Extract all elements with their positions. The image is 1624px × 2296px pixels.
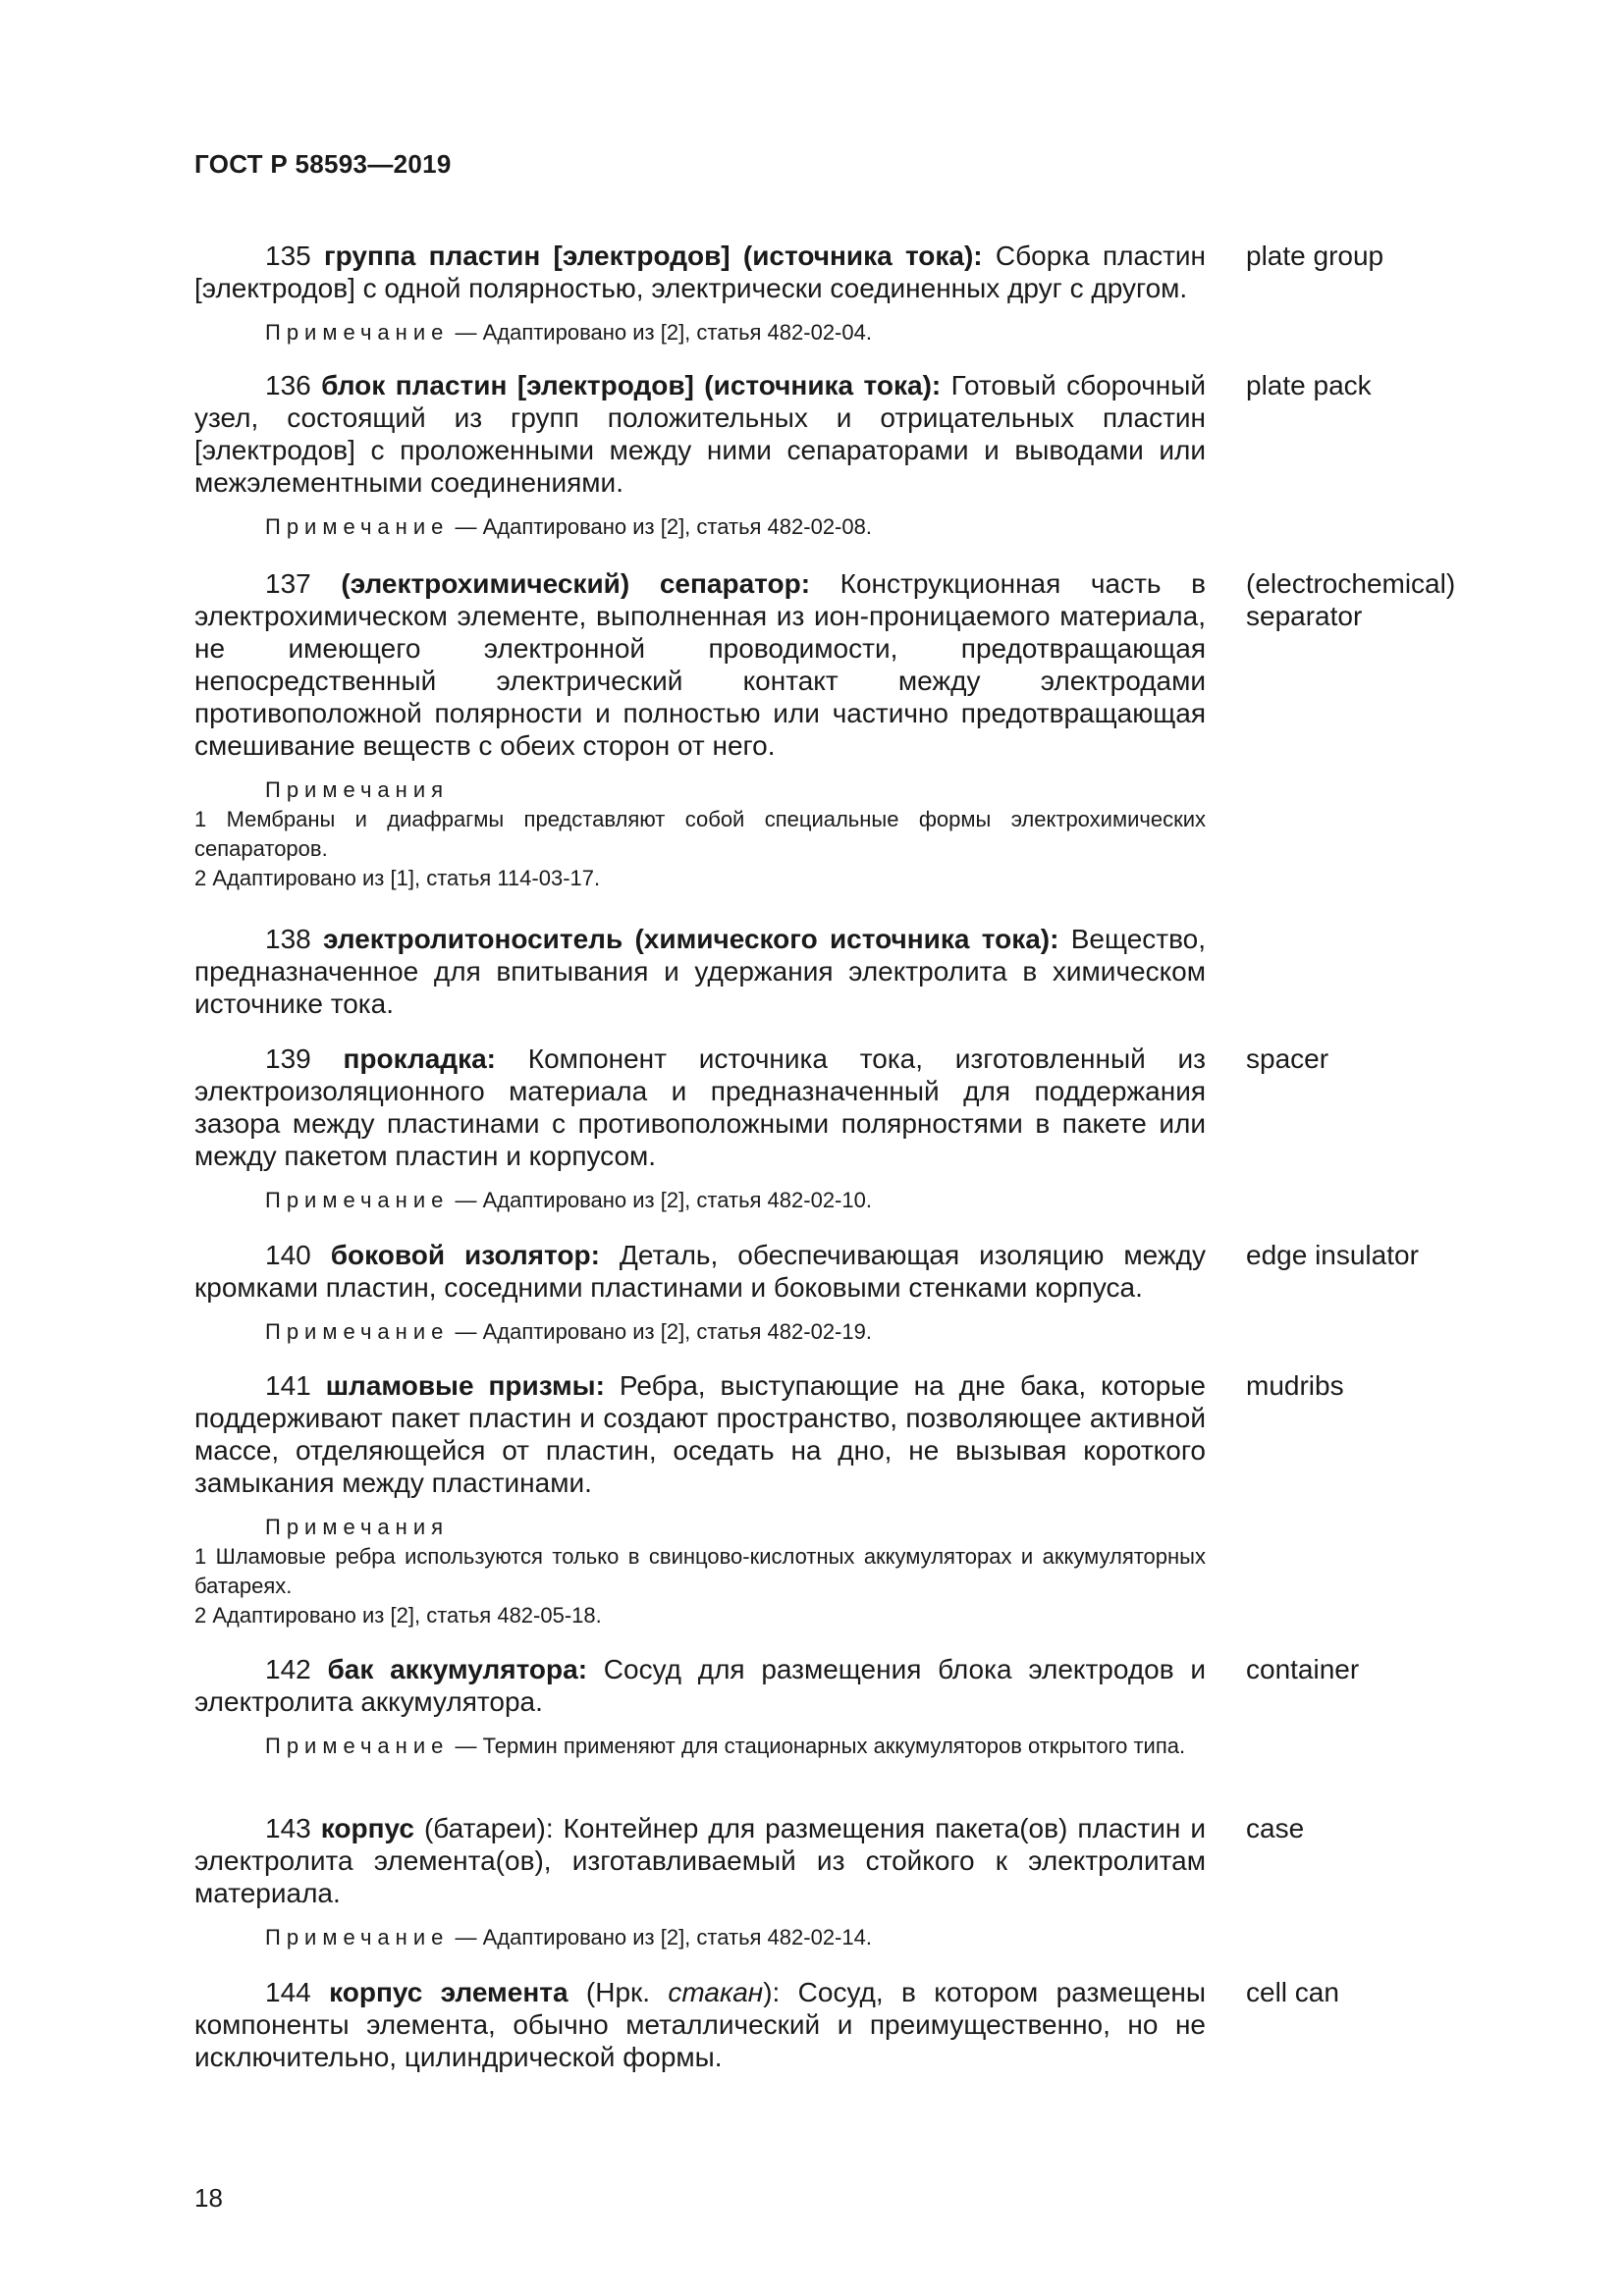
term-entry [194, 1239, 1589, 1347]
term-definition [194, 1369, 1206, 1499]
term-number: 135 [265, 240, 311, 271]
term-title: корпус [320, 1813, 414, 1843]
term-note: Примечание — Адаптировано из [2], статья 482-02-10. [265, 1188, 872, 1212]
term-note: 1 Мембраны и диафрагмы представляют собой специальные формы электрохимических сепараторов. [194, 807, 1206, 861]
term-title: боковой изолятор: [330, 1240, 600, 1270]
term-definition [194, 369, 1206, 499]
term-note: Примечание — Адаптировано из [2], статья 482-02-04. [265, 320, 872, 345]
english-term: spacer [1246, 1043, 1329, 1074]
term-entry [194, 923, 1589, 1020]
document-header: ГОСТ Р 58593—2019 [194, 149, 452, 179]
term-body: Ребра, выступающие на дне бака, которые поддерживают пакет пластин и создают пространство, позволяющее активной массе, отделяющейся от пластин, оседать на дно, не вызывая короткого замыкания между пластинами. [194, 1370, 1206, 1498]
term-entry [194, 369, 1589, 542]
term-body: Конструкционная часть в электрохимическом элементе, выполненная из ион-проницаемого материала, не имеющего электронной проводимости, предотвращающая непосредственный электрический контакт между электродами противоположной полярности и полностью или частично предотвращающая смешивание веществ с обеих сторон от него. [194, 568, 1207, 761]
term-entry [194, 567, 1589, 893]
term-entry [194, 1653, 1589, 1761]
term-definition [194, 240, 1206, 304]
term-number: 144 [265, 1977, 311, 2007]
term-body: Сосуд для размещения блока электродов и электролита аккумулятора. [194, 1654, 1206, 1717]
term-body: Сборка пластин [электродов] с одной полярностью, электрически соединенных друг с другом. [194, 240, 1206, 303]
term-title: (электрохимический) сепаратор: [341, 568, 811, 599]
term-body: Готовый сборочный узел, состоящий из групп положительных и отрицательных пластин [электродов] с проложенными между ними сепараторами и выводами или межэлементными соединениями. [194, 370, 1207, 498]
term-definition [194, 567, 1206, 762]
term-body: ): Сосуд, в котором размещены компоненты элемента, обычно металлический и преимущественно, но не исключительно, цилиндрической формы. [194, 1977, 1207, 2072]
term-definition [194, 1042, 1206, 1172]
term-number: 139 [265, 1043, 311, 1074]
english-term: plate pack [1246, 370, 1372, 400]
term-title: корпус элемента [329, 1977, 568, 2007]
english-term: mudribs [1246, 1370, 1344, 1401]
term-note: 1 Шламовые ребра используются только в свинцово-кислотных аккумуляторах и аккумуляторных батареях. [194, 1544, 1206, 1598]
term-definition [194, 1653, 1206, 1718]
term-entry [194, 1812, 1589, 1952]
term-title: блок пластин [электродов] (источника тока): [321, 370, 942, 400]
english-term: cell can [1246, 1977, 1339, 2007]
term-entry [194, 1976, 1589, 2073]
english-term: plate group [1246, 240, 1384, 271]
english-term: (electrochemical) separator [1246, 568, 1456, 631]
term-notes-label: Примечания [265, 777, 450, 802]
deprecated-term: стакан [668, 1977, 764, 2007]
term-body: Вещество, предназначенное для впитывания и удержания электролита в химическом источнике тока. [194, 924, 1207, 1019]
term-entry [194, 1042, 1589, 1215]
english-term: container [1246, 1654, 1360, 1684]
term-entry [194, 240, 1589, 347]
term-title: электролитоноситель (химического источника тока): [323, 924, 1059, 954]
term-title: прокладка: [343, 1043, 497, 1074]
term-note: Примечание — Адаптировано из [2], статья 482-02-19. [265, 1319, 872, 1344]
term-definition: 144 корпус элемента (Нрк. стакан): Сосуд, в котором размещены компоненты элемента, обычно металлический и преимущественно, но не исключительно, цилиндрической формы. [194, 1977, 1207, 2072]
term-note: 2 Адаптировано из [1], статья 114-03-17. [194, 866, 601, 890]
term-body: Деталь, обеспечивающая изоляцию между кромками пластин, соседними пластинами и боковыми стенками корпуса. [194, 1240, 1206, 1303]
term-definition [194, 1812, 1206, 1909]
term-number: 136 [265, 370, 311, 400]
term-title: группа пластин [электродов] (источника тока): [323, 240, 983, 271]
term-body: (батареи): Контейнер для размещения пакета(ов) пластин и электролита элемента(ов), изготавливаемый из стойкого к электролитам материала. [194, 1813, 1206, 1908]
term-body: Компонент источника тока, изготовленный из электроизоляционного материала и предназначенный для поддержания зазора между пластинами с противоположными полярностями в пакете или между пакетом пластин и корпусом. [194, 1043, 1206, 1171]
term-title: шламовые призмы: [325, 1370, 605, 1401]
page-number: 18 [194, 2183, 223, 2213]
term-number: 143 [265, 1813, 311, 1843]
term-number: 140 [265, 1240, 311, 1270]
term-number: 137 [265, 568, 311, 599]
term-title: бак аккумулятора: [327, 1654, 588, 1684]
term-number: 142 [265, 1654, 311, 1684]
term-definition [194, 1239, 1206, 1304]
term-number: 141 [265, 1370, 311, 1401]
term-entry [194, 1369, 1589, 1630]
term-note: Примечание — Адаптировано из [2], статья 482-02-08. [265, 514, 872, 539]
term-definition [194, 923, 1206, 1020]
term-note: Примечание — Адаптировано из [2], статья 482-02-14. [265, 1925, 872, 1949]
english-term: case [1246, 1813, 1305, 1843]
term-note: 2 Адаптировано из [2], статья 482-05-18. [194, 1603, 602, 1628]
english-term: edge insulator [1246, 1240, 1419, 1270]
term-number: 138 [265, 924, 311, 954]
term-notes-label: Примечания [265, 1515, 450, 1539]
term-note: Примечание — Термин применяют для стационарных аккумуляторов открытого типа. [265, 1734, 1186, 1758]
